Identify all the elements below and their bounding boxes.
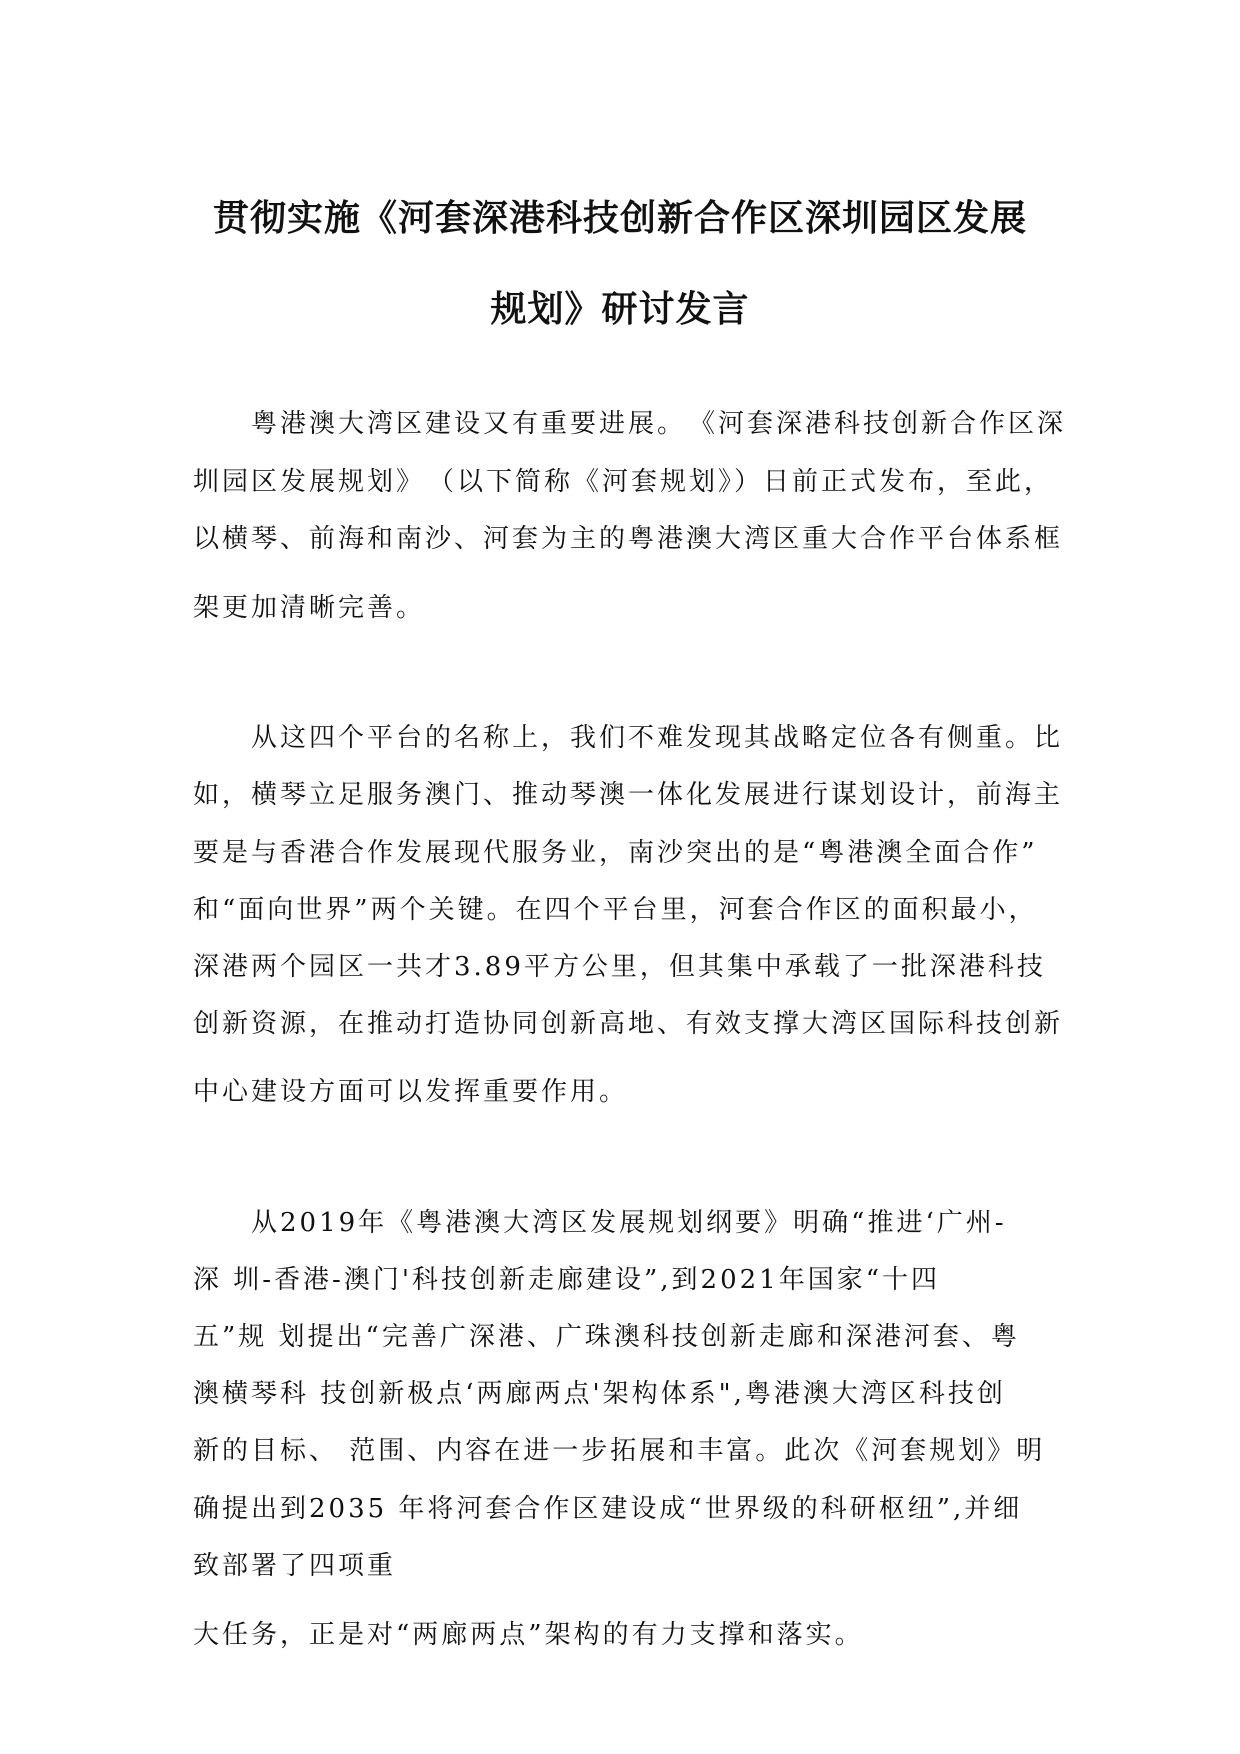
paragraph-1-line-3: 以横琴、前海和南沙、河套为主的粤港澳大湾区重大合作平台体系框 <box>193 524 1064 554</box>
paragraph-3-line-7: 致部署了四项重 <box>193 1551 397 1581</box>
paragraph-2-line-2: 如，横琴立足服务澳门、推动琴澳一体化发展进行谋划设计，前海主 <box>193 780 1064 810</box>
paragraph-2-line-3: 要是与香港合作发展现代服务业，南沙突出的是“粤港澳全面合作” <box>193 838 1038 868</box>
document-title-line-1: 贯彻实施《河套深港科技创新合作区深圳园区发展 <box>212 198 1027 239</box>
paragraph-3-line-6: 确提出到2035 年将河套合作区建设成“世界级的科研枢纽”,并细 <box>193 1494 1023 1524</box>
document-title-line-2: 规划》研讨发言 <box>490 289 750 330</box>
paragraph-3-line-8: 大任务，正是对“两廊两点”架构的有力支撑和落实。 <box>193 1620 864 1650</box>
paragraph-2-line-5: 深港两个园区一共才3.89平方公里，但其集中承载了一批深港科技 <box>193 952 1046 982</box>
paragraph-1-line-1: 粤港澳大湾区建设又有重要进展。 《河套深港科技创新合作区深 <box>193 409 1067 439</box>
paragraph-1-line-4: 架更加清晰完善。 <box>193 593 426 623</box>
paragraph-2-line-6: 创新资源，在推动打造协同创新高地、有效支撑大湾区国际科技创新 <box>193 1009 1064 1039</box>
paragraph-2-line-7: 中心建设方面可以发挥重要作用。 <box>193 1077 629 1107</box>
paragraph-3-line-4: 澳横琴科 技创新极点‘两廊两点'架构体系",粤港澳大湾区科技创 <box>193 1379 1006 1409</box>
paragraph-3-line-1: 从2019年《粤港澳大湾区发展规划纲要》明确“推进‘广州- <box>193 1208 1007 1238</box>
paragraph-3-line-3: 五”规 划提出“完善广深港、广珠澳科技创新走廊和深港河套、粤 <box>193 1322 1020 1352</box>
paragraph-1-line-2: 圳园区发展规划》 （以下简称《河套规划》）日前正式发布，至此， <box>193 467 1054 497</box>
paragraph-2-line-1: 从这四个平台的名称上，我们不难发现其战略定位各有侧重。比 <box>193 723 1064 753</box>
paragraph-2-line-4: 和“面向世界”两个关键。在四个平台里，河套合作区的面积最小， <box>193 895 1038 925</box>
paragraph-3-line-5: 新的目标、 范围、内容在进一步拓展和丰富。此次《河套规划》明 <box>193 1436 1046 1466</box>
paragraph-3-line-2: 深 圳-香港-澳门'科技创新走廊建设”,到2021年国家“十四 <box>193 1265 940 1295</box>
